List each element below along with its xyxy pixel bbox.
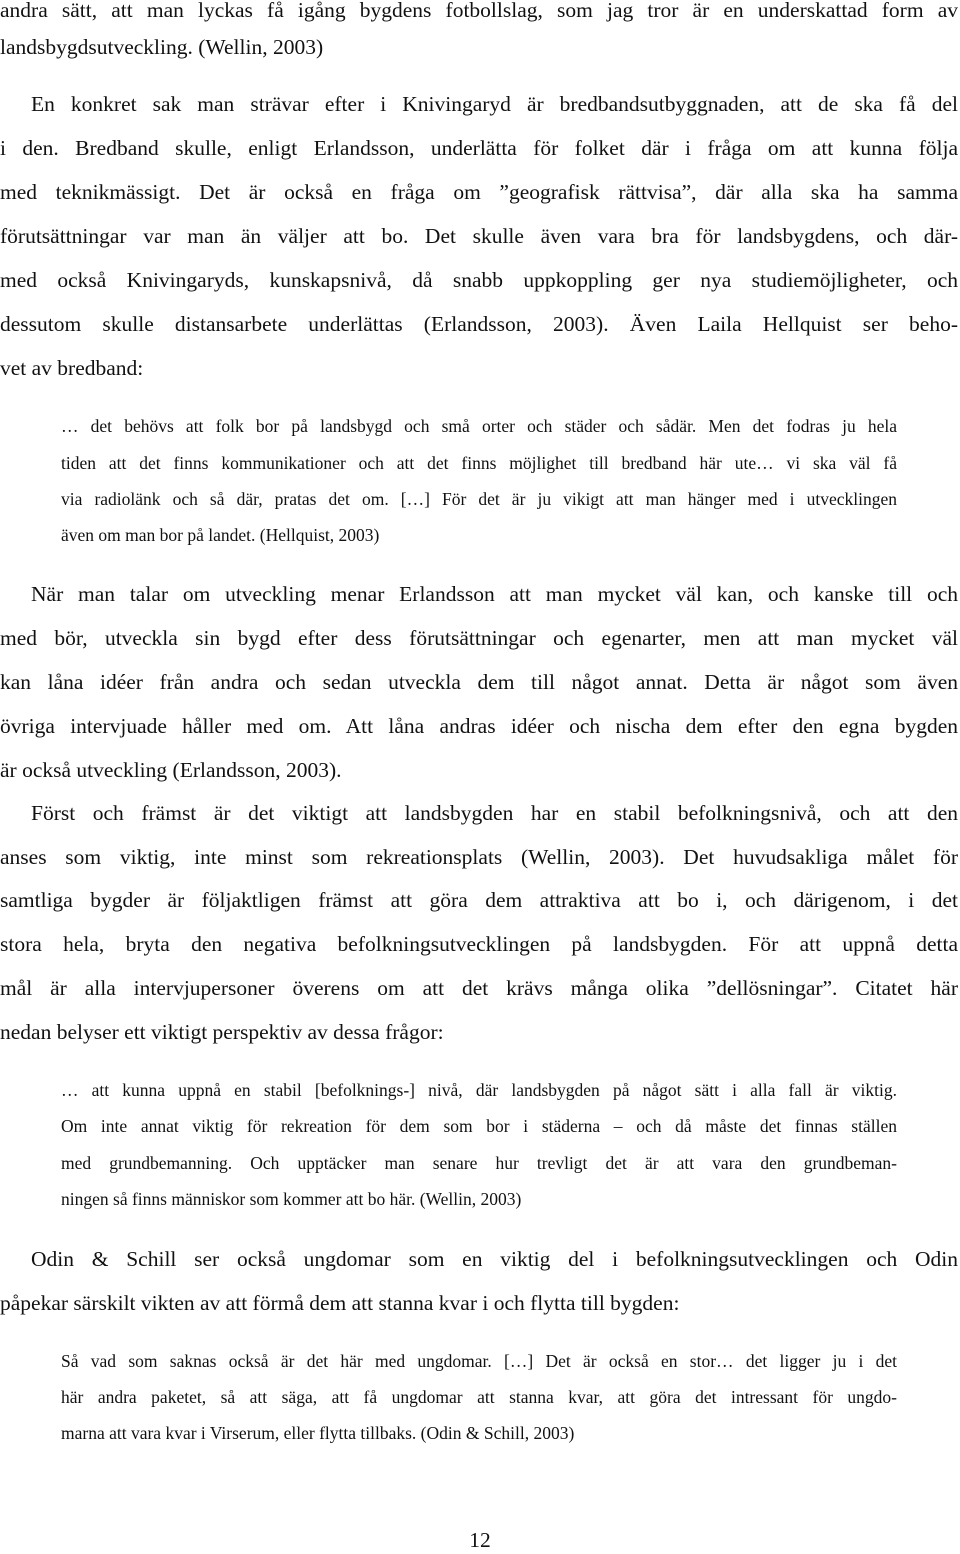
quote-line: ningen så finns människor som kommer att bo här. (Wellin, 2003) [61,1189,522,1209]
body-line: mål är alla intervjupersoner överens om att det krävs många olika ”dellösningar”. Citatet här [0,976,958,1000]
body-line: vet av bredband: [0,356,144,380]
body-line: i den. Bredband skulle, enligt Erlandsson, underlätta för folket där i fråga om att kunna följa [0,136,958,160]
quote-line: … att kunna uppnå en stabil [befolknings-] nivå, där landsbygden på något sätt i alla fall är viktig. [61,1080,897,1100]
quote-line: Så vad som saknas också är det här med ungdomar. […] Det är också en stor… det ligger ju i det [61,1351,897,1371]
body-line: Först och främst är det viktigt att landsbygden har en stabil befolkningsnivå, och att den [31,801,958,825]
body-line: kan låna idéer från andra och sedan utveckla dem till något annat. Detta är något som även [0,670,958,694]
quote-line: … det behövs att folk bor på landsbygd och små orter och städer och sådär. Men det fodras ju hela [61,416,897,436]
quote-line: Om inte annat viktig för rekreation för dem som bor i städerna – och då måste det finnas ställen [61,1116,897,1136]
body-line: övriga intervjuade håller med om. Att låna andras idéer och nischa dem efter den egna bygden [0,714,958,738]
page-number: 12 [469,1528,491,1552]
quote-line: även om man bor på landet. (Hellquist, 2003) [61,525,380,545]
body-line: är också utveckling (Erlandsson, 2003). [0,758,342,782]
body-line: En konkret sak man strävar efter i Knivingaryd är bredbandsutbyggnaden, att de ska få del [31,92,958,116]
body-line: När man talar om utveckling menar Erlandsson att man mycket väl kan, och kanske till och [31,582,958,606]
body-line: anses som viktig, inte minst som rekreationsplats (Wellin, 2003). Det huvudsakliga målet för [0,845,958,869]
quote-line: här andra paketet, så att säga, att få ungdomar att stanna kvar, att göra det intressant för ungdo- [61,1387,897,1407]
body-line: landsbygdsutveckling. (Wellin, 2003) [0,35,324,59]
quote-line: marna att vara kvar i Virserum, eller flytta tillbaks. (Odin & Schill, 2003) [61,1423,575,1443]
body-line: Odin & Schill ser också ungdomar som en viktig del i befolkningsutvecklingen och Odin [31,1247,958,1271]
body-line: med teknikmässigt. Det är också en fråga om ”geografisk rättvisa”, där alla ska ha samma [0,180,958,204]
body-line: förutsättningar var man än väljer att bo. Det skulle även vara bra för landsbygdens, och där- [0,224,958,248]
body-line: andra sätt, att man lyckas få igång bygdens fotbollslag, som jag tror är en underskattad form av [0,0,958,22]
body-line: samtliga bygder är följaktligen främst att göra dem attraktiva att bo i, och därigenom, i det [0,888,958,912]
quote-line: tiden att det finns kommunikationer och att det finns möjlighet till bredband här ute… vi ska väl få [61,453,897,473]
body-line: påpekar särskilt vikten av att förmå dem att stanna kvar i och flytta till bygden: [0,1291,680,1315]
body-line: stora hela, bryta den negativa befolkningsutvecklingen på landsbygden. För att uppnå detta [0,932,958,956]
body-line: med också Knivingaryds, kunskapsnivå, då snabb uppkoppling ger nya studiemöjligheter, och [0,268,958,292]
quote-line: via radiolänk och så där, pratas det om. […] För det är ju vikigt att man hänger med i utvecklingen [61,489,897,509]
body-line: dessutom skulle distansarbete underlättas (Erlandsson, 2003). Även Laila Hellquist ser beho- [0,312,958,336]
body-line: med bör, utveckla sin bygd efter dess förutsättningar och egenarter, men att man mycket väl [0,626,958,650]
quote-line: med grundbemanning. Och upptäcker man senare hur trevligt det är att vara den grundbeman- [61,1153,897,1173]
body-line: nedan belyser ett viktigt perspektiv av dessa frågor: [0,1020,444,1044]
